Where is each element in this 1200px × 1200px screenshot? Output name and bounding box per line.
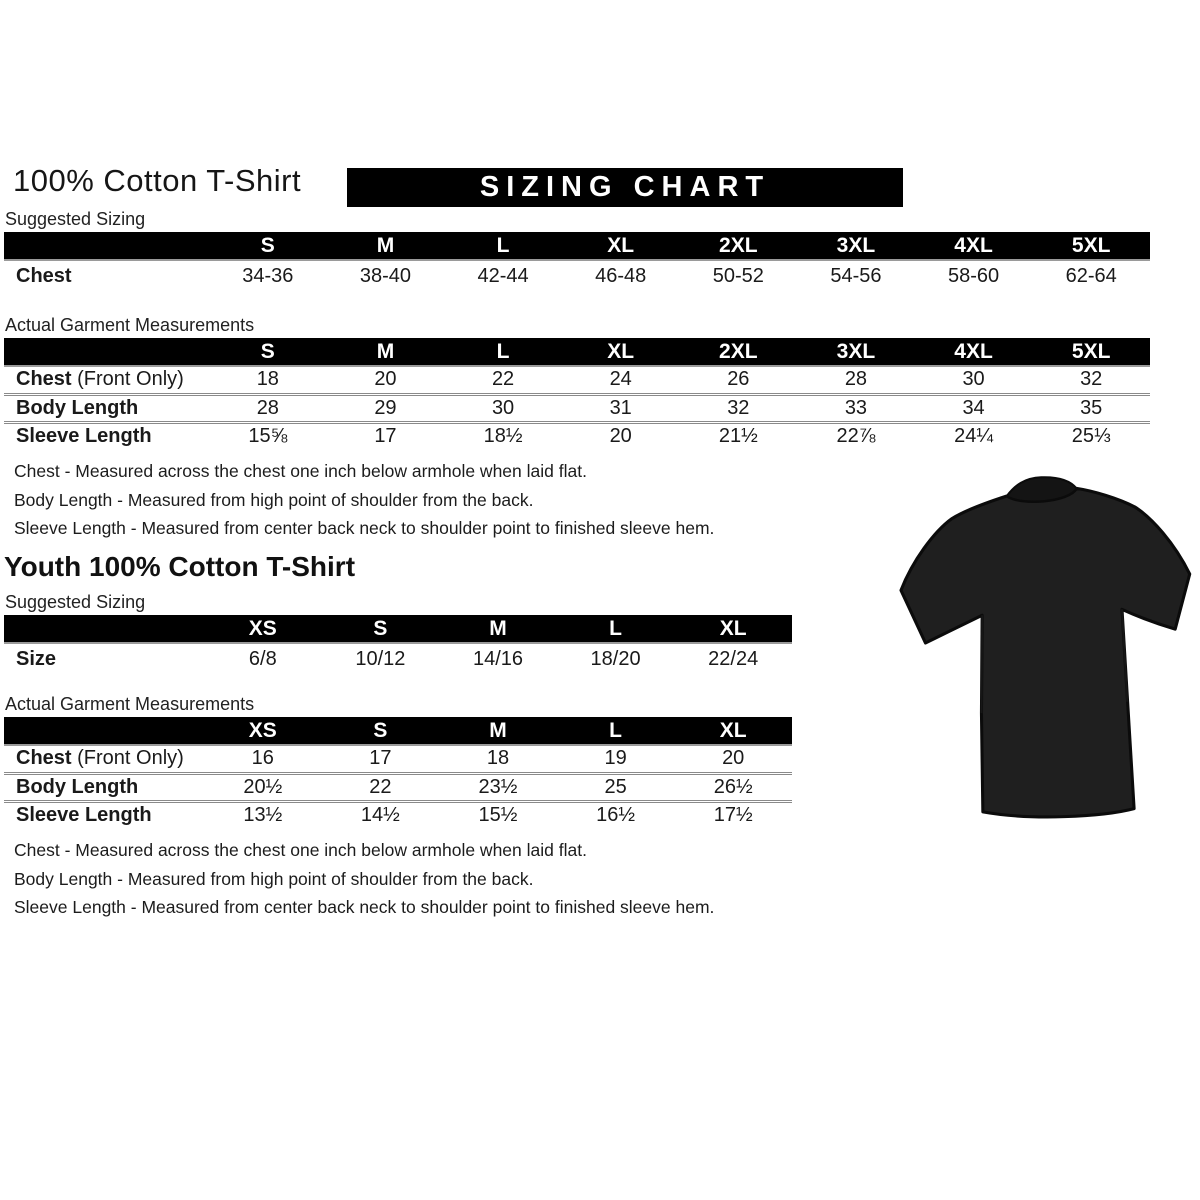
youth-measurement-notes	[14, 841, 714, 927]
size-column-header: M	[439, 717, 557, 745]
row-label-header	[4, 338, 209, 366]
measurement-cell: 24	[609, 368, 632, 391]
table-row	[4, 260, 1150, 291]
size-column-header: L	[444, 338, 562, 366]
measurement-cell: 20	[722, 747, 745, 770]
table-row	[4, 422, 1150, 450]
table-row	[4, 366, 1150, 394]
youth-measurements-label: Actual Garment Measurements	[5, 694, 255, 714]
measurement-cell: 18	[486, 747, 510, 770]
measurement-cell: 29	[327, 394, 445, 422]
size-column-header: 4XL	[915, 232, 1033, 260]
size-column-header: M	[439, 615, 557, 643]
measurement-cell: 19	[604, 747, 627, 770]
size-column-header: XS	[204, 717, 322, 745]
row-label: Body Length	[4, 394, 209, 422]
youth-measurements-table	[4, 717, 792, 829]
size-column-header: L	[557, 717, 675, 745]
measurement-cell: 35	[1032, 394, 1150, 422]
table-row	[4, 643, 792, 674]
size-column-header: XL	[562, 338, 680, 366]
adult-suggested-sizing-table	[4, 232, 1150, 291]
table-row	[4, 801, 792, 829]
row-label-header	[4, 615, 204, 643]
measurement-cell: 25	[557, 773, 675, 801]
adult-measurements-table	[4, 338, 1150, 450]
measurement-cell: 30	[444, 394, 562, 422]
size-column-header: 3XL	[797, 232, 915, 260]
measurement-cell: 6/8	[248, 647, 277, 670]
measurement-cell: 13½	[204, 801, 322, 829]
measurement-cell: 38-40	[359, 264, 412, 287]
row-label: Sleeve Length	[4, 801, 204, 829]
measurement-cell: 42-44	[477, 264, 529, 287]
measurement-cell: 20	[562, 422, 680, 450]
chest-note: Chest - Measured across the chest one inch below armhole when laid flat.	[14, 461, 587, 481]
row-label: Sleeve Length	[4, 422, 209, 450]
size-column-header: 2XL	[680, 338, 798, 366]
measurement-cell: 17	[369, 747, 392, 770]
size-column-header: M	[327, 338, 445, 366]
measurement-cell: 54-56	[830, 264, 882, 287]
measurement-cell: 31	[562, 394, 680, 422]
size-column-header: XL	[674, 717, 792, 745]
youth-suggested-sizing-table	[4, 615, 792, 674]
row-label-header	[4, 717, 204, 745]
measurement-cell: 23½	[439, 773, 557, 801]
page-title: 100% Cotton T-Shirt	[13, 163, 302, 198]
size-column-header: 3XL	[797, 338, 915, 366]
size-column-header: 2XL	[680, 232, 798, 260]
measurement-cell: 14/16	[472, 647, 524, 670]
row-label: Chest (Front Only)	[16, 747, 184, 770]
measurement-cell: 46-48	[595, 264, 647, 287]
body-length-note: Body Length - Measured from high point of shoulder from the back.	[14, 489, 534, 510]
size-column-header: S	[209, 232, 327, 260]
measurement-cell: 28	[844, 368, 868, 391]
measurement-cell: 17	[327, 422, 445, 450]
youth-suggested-sizing-label: Suggested Sizing	[5, 592, 146, 612]
measurement-cell: 17½	[674, 801, 792, 829]
sleeve-length-note: Sleeve Length - Measured from center back neck to shoulder point to finished sleeve hem.	[14, 518, 715, 538]
measurement-cell: 34-36	[242, 264, 294, 287]
measurement-cell: 20	[374, 368, 397, 391]
adult-suggested-sizing-label: Suggested Sizing	[5, 209, 146, 229]
chest-note: Chest - Measured across the chest one inch below armhole when laid flat.	[14, 840, 587, 860]
youth-section-title: Youth 100% Cotton T-Shirt	[4, 551, 356, 582]
measurement-cell: 62-64	[1065, 264, 1117, 287]
measurement-cell: 20½	[204, 773, 322, 801]
measurement-cell: 14½	[322, 801, 440, 829]
sleeve-length-note: Sleeve Length - Measured from center back neck to shoulder point to finished sleeve hem.	[14, 897, 715, 917]
measurement-cell: 15½	[439, 801, 557, 829]
body-length-note: Body Length - Measured from high point of shoulder from the back.	[14, 868, 534, 889]
size-column-header: 4XL	[915, 338, 1033, 366]
size-column-header: L	[444, 232, 562, 260]
adult-measurement-notes	[14, 462, 714, 548]
size-column-header: S	[209, 338, 327, 366]
measurement-cell: 18	[256, 368, 279, 391]
measurement-cell: 22	[491, 368, 515, 391]
size-column-header: S	[322, 615, 440, 643]
measurement-cell: 10/12	[355, 647, 406, 670]
measurement-cell: 22	[322, 773, 440, 801]
size-column-header: M	[327, 232, 445, 260]
measurement-cell: 22/24	[708, 647, 759, 670]
size-column-header: L	[557, 615, 675, 643]
table-row	[4, 394, 1150, 422]
adult-measurements-label: Actual Garment Measurements	[5, 315, 255, 335]
measurement-cell: 26	[727, 368, 750, 391]
size-column-header: S	[322, 717, 440, 745]
row-label: Size	[16, 647, 57, 670]
size-column-header: 5XL	[1032, 232, 1150, 260]
measurement-cell: 16½	[557, 801, 675, 829]
measurement-cell: 25⅓	[1032, 422, 1150, 450]
measurement-cell: 15⅝	[209, 422, 327, 450]
row-label: Chest (Front Only)	[16, 368, 184, 391]
sizing-chart-banner: SIZING CHART	[347, 168, 903, 207]
measurement-cell: 34	[915, 394, 1033, 422]
row-label: Body Length	[4, 773, 204, 801]
tshirt-image	[884, 463, 1200, 829]
size-column-header: XS	[204, 615, 322, 643]
measurement-cell: 30	[962, 368, 985, 391]
size-column-header: XL	[674, 615, 792, 643]
table-row	[4, 773, 792, 801]
measurement-cell: 28	[209, 394, 327, 422]
measurement-cell: 24¼	[915, 422, 1033, 450]
measurement-cell: 32	[680, 394, 798, 422]
measurement-cell: 21½	[680, 422, 798, 450]
row-label-header	[4, 232, 209, 260]
measurement-cell: 16	[251, 747, 274, 770]
measurement-cell: 32	[1080, 368, 1103, 391]
measurement-cell: 26½	[674, 773, 792, 801]
measurement-cell: 18½	[444, 422, 562, 450]
measurement-cell: 18/20	[590, 647, 641, 670]
size-column-header: XL	[562, 232, 680, 260]
measurement-cell: 22⅞	[797, 422, 915, 450]
row-label: Chest	[16, 264, 72, 287]
size-column-header: 5XL	[1032, 338, 1150, 366]
measurement-cell: 58-60	[947, 264, 1000, 287]
table-row	[4, 745, 792, 773]
black-tshirt-photo	[884, 463, 1200, 829]
measurement-cell: 50-52	[712, 264, 764, 287]
measurement-cell: 33	[797, 394, 915, 422]
